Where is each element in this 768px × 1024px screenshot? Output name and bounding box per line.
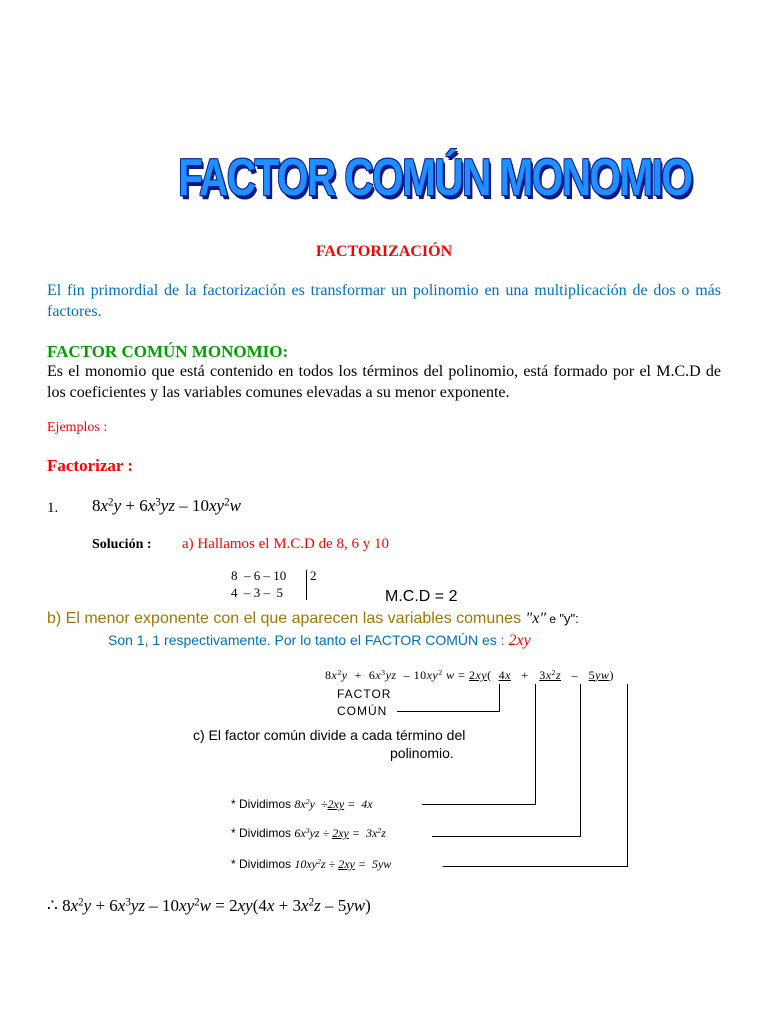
step-c-line-1: c) El factor común divide a cada término del xyxy=(193,727,466,743)
divide-row-2: * Dividimos $6x^3yz \div 2xy = 3x^2z$ xyxy=(231,826,386,840)
factor-label-1: FACTOR xyxy=(337,687,392,701)
section-heading: FACTORIZACIÓN xyxy=(315,243,453,260)
step-b-y: "y": xyxy=(559,611,579,626)
page-title: FACTOR COMÚN MONOMIO xyxy=(178,149,692,207)
step-a-text: a) Hallamos el M.C.D de 8, 6 y 10 xyxy=(182,536,390,552)
factor-label-2: COMÚN xyxy=(337,704,388,718)
division-divisor: 2 xyxy=(310,568,317,583)
divide-prefix-3: * Dividimos xyxy=(231,857,292,871)
connector-3x2z-horizontal xyxy=(432,836,581,837)
step-b-line2-text: Son 1, 1 respectivamente. Por lo tanto el FACTOR COMÚN es : xyxy=(108,632,505,648)
item-number: 1. xyxy=(47,500,59,516)
factor-comun-value: 2xy xyxy=(508,632,531,649)
definition-paragraph: Es el monomio que está contenido en todos los términos del polinomio, está formado por el M.C.D de los coeficientes y las variables comunes elevadas a su menor exponente. xyxy=(47,363,721,401)
divide-prefix-2: * Dividimos xyxy=(231,826,292,840)
final-result: ∴ $8x^2y + 6x^3yz - 10xy^2w = 2xy(4x + 3x^2z - 5yw)$ xyxy=(47,896,371,915)
step-b-line-2 xyxy=(108,632,531,650)
factorizar-label: Factorizar : xyxy=(47,456,134,475)
problem-expression: $8x^2y + 6x^3yz - 10xy^2w$ xyxy=(92,496,241,515)
examples-label: Ejemplos : xyxy=(47,420,108,435)
factor-connector-horizontal xyxy=(397,711,500,712)
division-bar xyxy=(306,570,307,600)
divide-row-1: * Dividimos $8x^2y \div 2xy = 4x$ xyxy=(231,797,373,811)
therefore-symbol: ∴ xyxy=(47,896,58,915)
mcd-result: M.C.D = 2 xyxy=(385,588,458,605)
connector-5yw-vertical xyxy=(627,684,628,867)
step-b-main: b) El menor exponente con el que aparecen las variables comunes xyxy=(47,610,522,627)
step-c-line-2: polinomio. xyxy=(390,745,454,761)
factored-expression: $8x^2y + 6x^3yz - 10xy^2$ w = 2xy( $4x + 3x^2z - 5yw$) xyxy=(325,668,614,682)
connector-3x2z-vertical xyxy=(580,684,581,836)
solution-label: Solución : xyxy=(92,537,152,552)
divide-row-3: * Dividimos $10xy^2z \div 2xy = 5yw$ xyxy=(231,857,392,871)
connector-4x-vertical xyxy=(535,684,536,804)
division-row-2: 4 – 3 – 5 xyxy=(231,585,283,600)
step-b-text xyxy=(47,610,579,628)
intro-paragraph: El fin primordial de la factorización es transformar un polinomio en una multiplicación de dos o más factores. xyxy=(47,282,721,320)
definition-title: FACTOR COMÚN MONOMIO: xyxy=(47,342,289,361)
factor-connector-vertical xyxy=(499,684,500,712)
connector-4x-horizontal xyxy=(422,804,536,805)
division-row-1: 8 – 6 – 10 xyxy=(231,568,287,583)
step-b-x: "x" xyxy=(525,610,547,627)
connector-5yw-horizontal xyxy=(443,866,628,867)
divide-prefix-1: * Dividimos xyxy=(231,797,292,811)
step-b-e: e xyxy=(546,612,560,626)
